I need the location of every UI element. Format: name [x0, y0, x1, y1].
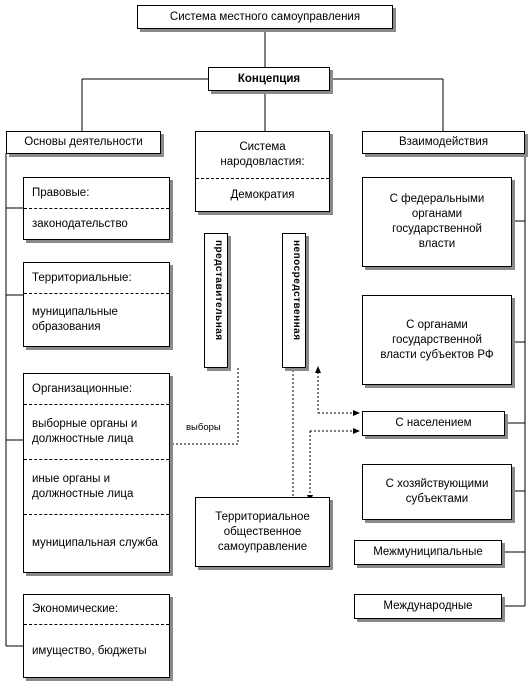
tos-box — [195, 497, 330, 567]
interaction-intermunicipal: Межмуниципальные — [354, 540, 502, 565]
interaction-population: С населением — [362, 411, 505, 436]
group-item: имущество, бюджеты — [32, 644, 147, 657]
legal-group — [23, 177, 170, 240]
direct-label: непосредственная — [291, 240, 302, 341]
territorial-group — [23, 262, 170, 347]
concept-text: Концепция — [237, 72, 301, 85]
group-title: Правовые: — [24, 178, 169, 209]
representative-box — [204, 233, 228, 368]
organizational-group — [23, 373, 170, 573]
interaction-regional: С органами государственной власти субъектов РФ — [362, 295, 512, 385]
democracy-system-header: Система народовластия: — [196, 132, 329, 179]
group-item: иные органы и должностные лица — [24, 460, 169, 515]
interaction-federal: С федеральными органами государственной власти — [362, 177, 512, 267]
left-header-box — [6, 131, 161, 154]
left-header-text: Основы деятельности — [24, 136, 143, 148]
group-title: Экономические: — [24, 595, 169, 625]
group-item: муниципальная служба — [32, 537, 158, 549]
group-item: муниципальные образования — [32, 306, 118, 333]
group-item: выборные органы и должностные лица — [24, 405, 169, 460]
group-item: законодательство — [32, 217, 128, 230]
representative-label: представительная — [213, 240, 224, 341]
direct-box — [282, 233, 306, 368]
title-box — [137, 5, 393, 29]
democracy-label: Демократия — [230, 188, 295, 201]
right-header-text: Взаимодействия — [398, 136, 489, 148]
group-title: Организационные: — [24, 374, 169, 405]
economic-group — [23, 594, 170, 678]
title-text: Система местного самоуправления — [169, 10, 361, 23]
democracy-system-box — [195, 131, 330, 212]
right-header-box — [362, 131, 525, 154]
interaction-international: Международные — [354, 594, 502, 619]
elections-label: выборы — [186, 422, 221, 433]
interaction-business: С хозяйствующими субъектами — [362, 464, 512, 520]
group-title: Территориальные: — [24, 263, 169, 294]
tos-text: Территориальное общественное самоуправление — [215, 510, 310, 553]
concept-box — [208, 67, 330, 91]
